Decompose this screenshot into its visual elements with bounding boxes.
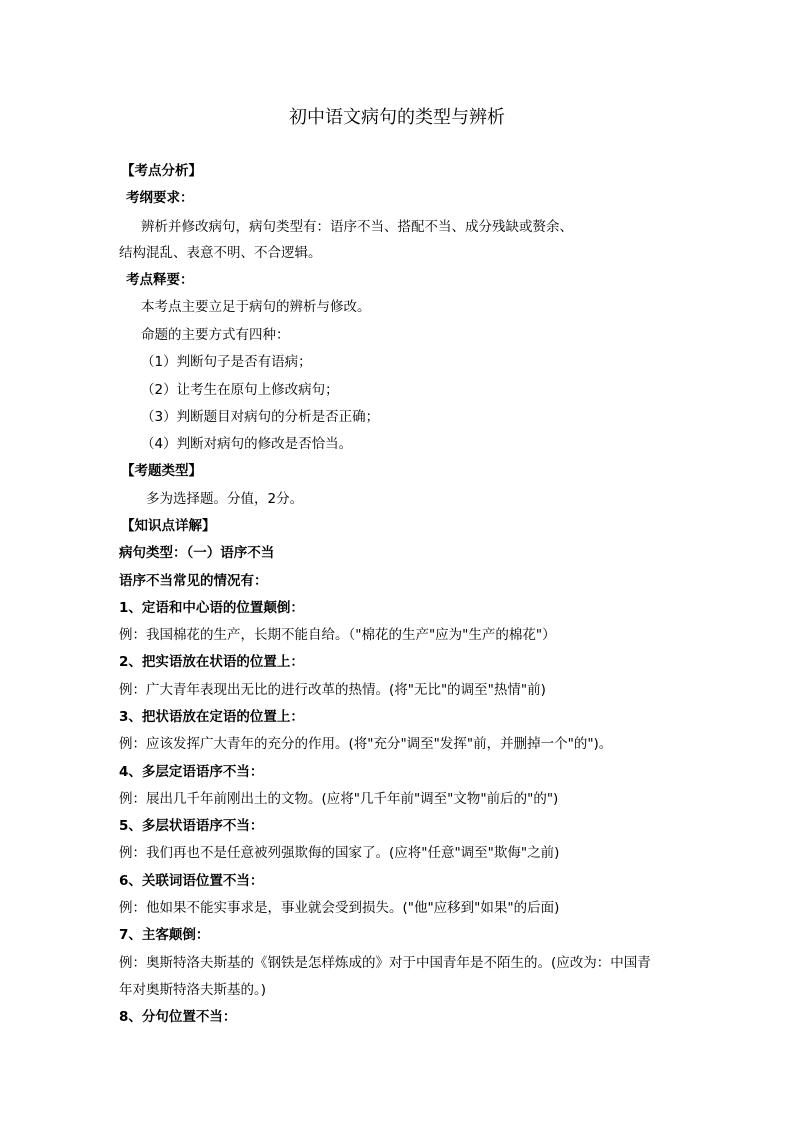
subheading: 语序不当常见的情况有： — [119, 573, 268, 589]
subheading-bingju-leixing: 病句类型：（一）语序不当 — [119, 545, 275, 561]
example-line: 例：我国棉花的生产，长期不能自给。（"棉花的生产"应为"生产的棉花"） — [119, 627, 556, 643]
example-line: 年对奥斯特洛夫斯基的。) — [119, 982, 267, 998]
example-line: 例：奥斯特洛夫斯基的《钢铁是怎样炼成的》对于中国青年是不陌生的。(应改为：中国青 — [119, 955, 651, 971]
rule-heading: 4、多层定语语序不当： — [119, 764, 264, 780]
rule-heading: 1、定语和中心语的位置颠倒： — [119, 600, 304, 616]
list-item: （2）让考生在原句上修改病句； — [141, 382, 339, 398]
section-heading-kaoti-leixing: 【考题类型】 — [121, 463, 202, 479]
example-line: 例：他如果不能实事求是，事业就会受到损失。("他"应移到"如果"的后面) — [119, 900, 560, 916]
list-item: （1）判断句子是否有语病； — [141, 354, 312, 370]
example-line: 例：应该发挥广大青年的充分的作用。(将"充分"调至"发挥"前，并删掉一个"的")。 — [119, 736, 613, 752]
rule-heading: 3、把状语放在定语的位置上： — [119, 709, 304, 725]
example-line: 例：广大青年表现出无比的进行改革的热情。(将"无比"的调至"热情"前) — [119, 682, 546, 698]
rule-heading: 5、多层状语语序不当： — [119, 818, 264, 834]
section-heading-kaodian-fenxi: 【考点分析】 — [121, 163, 202, 179]
paragraph-line: 辨析并修改病句，病句类型有：语序不当、搭配不当、成分残缺或赘余、 — [141, 219, 573, 235]
list-item: （4）判断对病句的修改是否恰当。 — [141, 436, 353, 452]
section-heading-zhishidian: 【知识点详解】 — [121, 518, 216, 534]
example-line: 例：我们再也不是任意被列强欺侮的国家了。(应将"任意"调至"欺侮"之前) — [119, 845, 560, 861]
list-item: （3）判断题目对病句的分析是否正确； — [141, 409, 380, 425]
subheading-kaogang-yaoqiu: 考纲要求： — [126, 190, 194, 206]
rule-heading: 6、关联词语位置不当： — [119, 873, 264, 889]
paragraph-line: 结构混乱、表意不明、不合逻辑。 — [119, 245, 322, 261]
document-title: 初中语文病句的类型与辨析 — [289, 107, 505, 128]
paragraph-line: 命题的主要方式有四种： — [141, 327, 290, 343]
example-line: 例：展出几千年前刚出土的文物。(应将"几千年前"调至"文物"前后的"的") — [119, 791, 559, 807]
paragraph-line: 多为选择题。分值，2分。 — [146, 491, 304, 507]
paragraph-line: 本考点主要立足于病句的辨析与修改。 — [141, 299, 371, 315]
rule-heading: 2、把实语放在状语的位置上： — [119, 654, 304, 670]
rule-heading: 7、主客颠倒： — [119, 927, 210, 943]
subheading-kaodian-shiyao: 考点释要： — [126, 272, 194, 288]
rule-heading: 8、分句位置不当： — [119, 1009, 237, 1025]
